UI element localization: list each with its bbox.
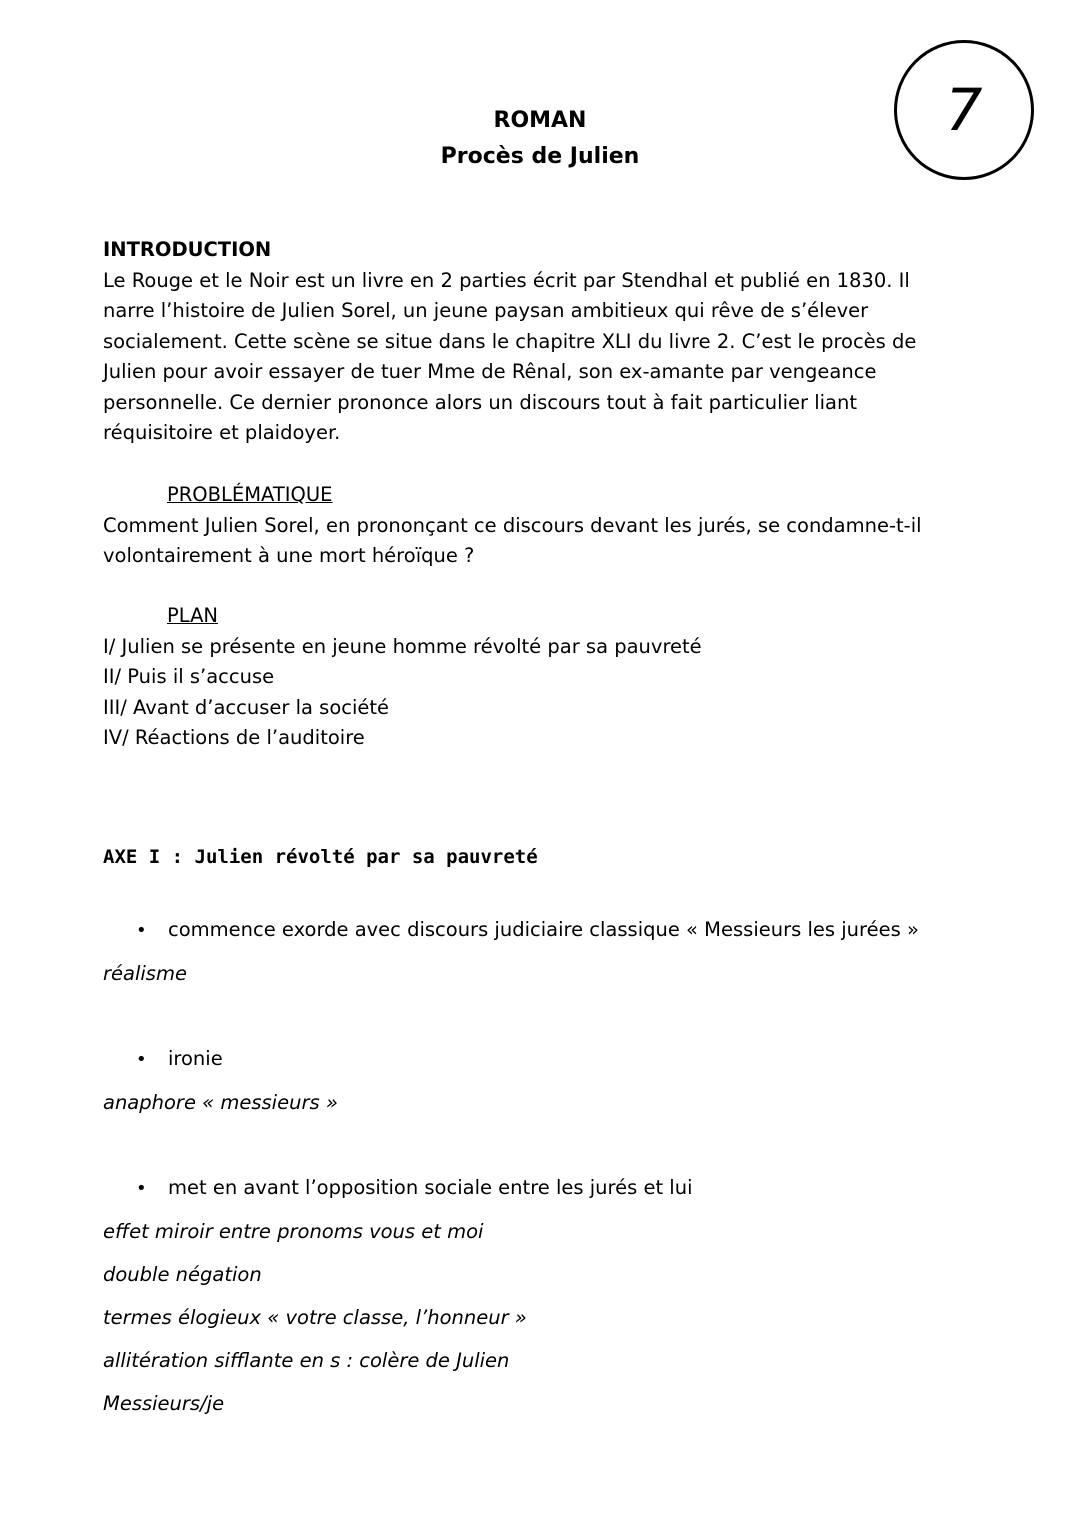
axe-1-point [136,918,919,941]
plan-section [103,601,973,754]
plan-item: III/ Avant d’accuser la société [103,695,390,719]
introduction-line: réquisitoire et plaidoyer. [103,421,341,444]
point-note: Messieurs/je [103,1392,225,1415]
page-number: 7 [945,76,983,144]
problematique-heading: PROBLÉMATIQUE [167,483,333,506]
document-genre: ROMAN [493,108,587,133]
introduction-line: socialement. Cette scène se situe dans le chapitre XLI du livre 2. C’est le procès de [103,329,917,353]
axe-1-title: AXE I : Julien révolté par sa pauvreté [103,846,538,868]
bullet-icon: • [136,1049,147,1070]
point-note: double négation [103,1263,262,1286]
point-note: allitération sifflante en s : colère de Julien [103,1349,510,1372]
introduction-line: Le Rouge et le Noir est un livre en 2 parties écrit par Stendhal et publié en 1830. Il [103,268,910,292]
point-text: ironie [168,1047,223,1070]
point-note: termes élogieux « votre classe, l’honneur » [103,1306,527,1329]
point-note: anaphore « messieurs » [103,1091,338,1114]
plan-item: I/ Julien se présente en jeune homme révolté par sa pauvreté [103,634,702,658]
bullet-icon: • [136,920,147,941]
introduction-section [103,235,973,449]
plan-item: II/ Puis il s’accuse [103,665,275,688]
plan-heading: PLAN [167,604,218,627]
point-note: effet miroir entre pronoms vous et moi [103,1220,484,1243]
axe-1-point [136,1176,693,1199]
plan-item: IV/ Réactions de l’auditoire [103,726,365,749]
bullet-icon: • [136,1178,147,1199]
point-note: réalisme [103,962,187,985]
introduction-heading: INTRODUCTION [103,238,272,261]
axe-1-point [136,1047,223,1070]
introduction-line: Julien pour avoir essayer de tuer Mme de Rênal, son ex-amante par vengeance [103,360,877,383]
problematique-line: volontairement à une mort héroïque ? [103,544,475,567]
document-title: Procès de Julien [440,144,640,169]
introduction-line: personnelle. Ce dernier prononce alors un discours tout à fait particulier liant [103,390,857,414]
point-text: commence exorde avec discours judiciaire classique « Messieurs les jurées » [168,918,919,941]
point-text: met en avant l’opposition sociale entre les jurés et lui [168,1176,693,1199]
introduction-line: narre l’histoire de Julien Sorel, un jeune paysan ambitieux qui rêve de s’élever [103,299,869,322]
problematique-section [103,480,973,572]
problematique-line: Comment Julien Sorel, en prononçant ce discours devant les jurés, se condamne-t-il [103,513,922,537]
